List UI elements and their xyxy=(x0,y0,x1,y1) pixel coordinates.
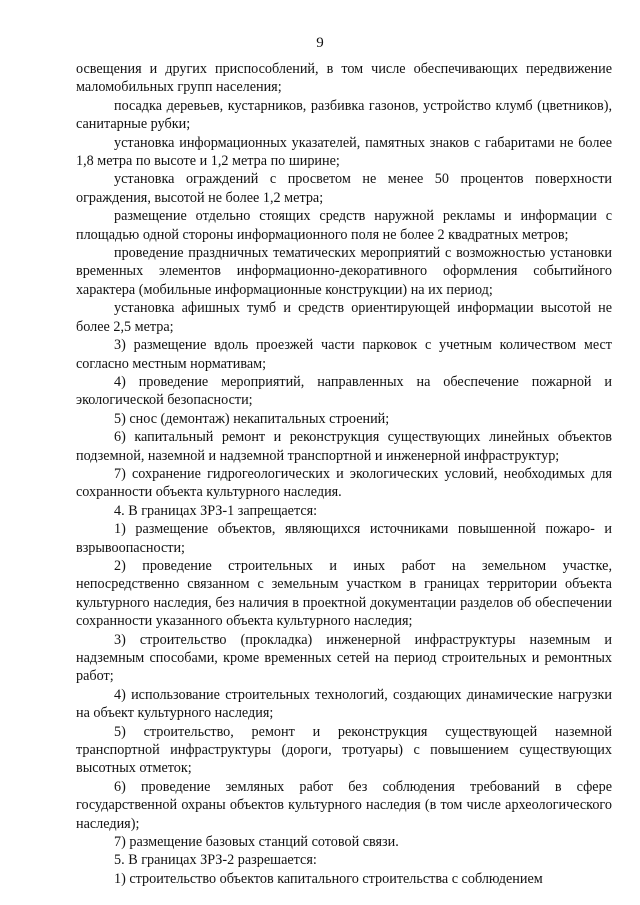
paragraph: установка информационных указателей, памятных знаков с габаритами не более 1,8 метра по высоте и 1,2 метра по ширине; xyxy=(76,134,612,170)
paragraph: 4) проведение мероприятий, направленных на обеспечение пожарной и экологической безопасности; xyxy=(76,373,612,409)
paragraph: 6) проведение земляных работ без соблюдения требований в сфере государственной охраны объектов культурного наследия (в том числе археологического наследия); xyxy=(76,778,612,832)
paragraph: размещение отдельно стоящих средств наружной рекламы и информации с площадью одной стороны информационного поля не более 2 квадратных метров; xyxy=(76,208,612,243)
paragraph: 5) строительство, ремонт и реконструкция существующей наземной транспортной инфраструктуры (дороги, тротуары) с повышением существующих высотных отметок; xyxy=(76,723,612,777)
paragraph: 4) использование строительных технологий, создающих динамические нагрузки на объект культурного наследия; xyxy=(76,686,612,722)
paragraph: 2) проведение строительных и иных работ на земельном участке, непосредственно связанном с земельным участком в границах территории объекта культурного наследия, без наличия в проектной документации разделов об обеспечении сохранности указанного объекта культурного наследия; xyxy=(76,557,612,630)
paragraph: установка ограждений с просветом не менее 50 процентов поверхности ограждения, высотой не более 1,2 метра; xyxy=(76,171,612,206)
paragraph: 5) снос (демонтаж) некапитальных строений; xyxy=(114,410,390,427)
paragraph: 7) сохранение гидрогеологических и экологических условий, необходимых для сохранности объекта культурного наследия. xyxy=(76,465,612,501)
paragraph: 5. В границах ЗРЗ-2 разрешается: xyxy=(114,852,317,869)
paragraph: освещения и других приспособлений, в том числе обеспечивающих передвижение маломобильных групп населения; xyxy=(76,61,612,96)
document-body xyxy=(76,60,612,888)
paragraph: посадка деревьев, кустарников, разбивка газонов, устройство клумб (цветников), санитарные рубки; xyxy=(76,97,612,133)
paragraph: 3) размещение вдоль проезжей части парковок с учетным количеством мест согласно местным нормативам; xyxy=(76,337,612,372)
paragraph: 1) строительство объектов капитального строительства с соблюдением xyxy=(114,870,543,887)
paragraph: установка афишных тумб и средств ориентирующей информации высотой не более 2,5 метра; xyxy=(76,300,612,335)
paragraph: проведение праздничных тематических мероприятий с возможностью установки временных элементов информационно-декоративного оформления событийного характера (мобильные информационные конструкции) на их период; xyxy=(76,245,612,298)
paragraph: 7) размещение базовых станций сотовой связи. xyxy=(114,834,399,851)
paragraph: 1) размещение объектов, являющихся источниками повышенной пожаро- и взрывоопасности; xyxy=(76,521,612,556)
paragraph: 4. В границах ЗРЗ-1 запрещается: xyxy=(114,502,318,519)
paragraph: 3) строительство (прокладка) инженерной инфраструктуры наземным и надземным способами, кроме временных сетей на период строительных и ремонтных работ; xyxy=(76,631,612,685)
page-number: 9 xyxy=(316,35,324,51)
paragraph: 6) капитальный ремонт и реконструкция существующих линейных объектов подземной, наземной и надземной транспортной и инженерной инфраструктур; xyxy=(76,429,612,464)
